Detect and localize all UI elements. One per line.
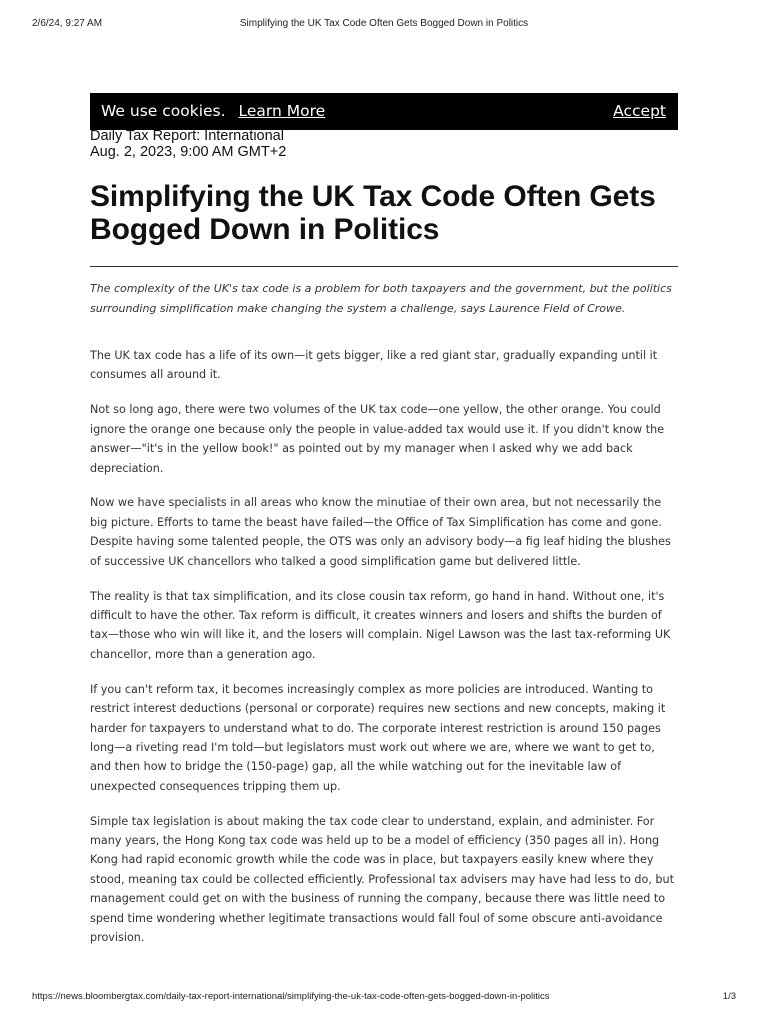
body-paragraph: Now we have specialists in all areas who know the minutiae of their own area, but not necessarily the big picture. Efforts to tame the beast have failed—the Office of Tax Simplification has come and gone. Despite having some talented people, the OTS was only an advisory body—a fig leaf hiding the blushes of successive UK chancellors who talked a good simplification game but delivered little.: [90, 496, 671, 568]
body-paragraph: The UK tax code has a life of its own—it gets bigger, like a red giant star, gradually expanding until it consumes all around it.: [90, 349, 658, 382]
body-paragraph: Simple tax legislation is about making the tax code clear to understand, explain, and administer. For many years, the Hong Kong tax code was held up to be a model of efficiency (350 pages all in). Hong Kong had rapid economic growth while the code was in place, but taxpayers easily knew where they stood, meaning tax could be collected efficiently. Professional tax advisers may have had less to do, but management could get on with the business of running the company, because there was little need to spend time wondering whether legitimate transactions would fall foul of some obscure anti-avoidance provision.: [90, 814, 675, 945]
body-paragraph: The reality is that tax simplification, and its close cousin tax reform, go hand in hand. Without one, it's difficult to have the other. Tax reform is difficult, it creates winners and losers and shifts the burden of tax—those who win will like it, and the losers will complain. Nigel Lawson was the last tax-reforming UK chancellor, more than a generation ago.: [90, 589, 671, 661]
print-header: [32, 18, 736, 32]
cookie-message-text: We use cookies.: [101, 102, 226, 120]
body-paragraph: If you can't reform tax, it becomes increasingly complex as more policies are introduced. Wanting to restrict interest deductions (personal or corporate) requires new sections and new concepts, making it harder for taxpayers to understand what to do. The corporate interest restriction is around 150 pages long—a riveting read I'm told—but legislators must work out where we are, where we want to get to, and then how to bridge the (150-page) gap, all the while watching out for the inevitable law of unexpected consequences tripping them up.: [90, 682, 666, 793]
learn-more-link[interactable]: Learn More: [238, 102, 326, 120]
article-meta: [90, 128, 678, 160]
print-datetime: 2/6/24, 9:27 AM: [32, 18, 103, 29]
article-title: Simplifying the UK Tax Code Often Gets Bogged Down in Politics: [90, 180, 656, 246]
cookie-banner: [90, 93, 678, 130]
print-page-number: 1/3: [722, 991, 736, 1002]
body-paragraph: Not so long ago, there were two volumes of the UK tax code—one yellow, the other orange. You could ignore the orange one because only the people in value-added tax would use it. If you didn't know the answer—"it's in the yellow book!" as pointed out by my manager when I asked why we add back depreciation.: [90, 403, 665, 475]
print-url: https://news.bloombergtax.com/daily-tax-report-international/simplifying-the-uk-tax-code-often-gets-bogged-down-in-politics: [32, 991, 550, 1002]
article-body: [90, 346, 678, 947]
article-dek: The complexity of the UK's tax code is a problem for both taxpayers and the government, but the politics surrounding simplification make changing the system a challenge, says Laurence Field of Crowe.: [90, 282, 672, 315]
article-section: Daily Tax Report: International: [90, 128, 284, 144]
article-date: Aug. 2, 2023, 9:00 AM GMT+2: [90, 144, 287, 160]
title-divider: [90, 266, 678, 267]
print-footer: [32, 991, 736, 1005]
print-page-title: Simplifying the UK Tax Code Often Gets Bogged Down in Politics: [239, 18, 529, 29]
cookie-message: [101, 102, 325, 120]
accept-cookies-button[interactable]: Accept: [613, 102, 666, 120]
article: [90, 128, 678, 963]
